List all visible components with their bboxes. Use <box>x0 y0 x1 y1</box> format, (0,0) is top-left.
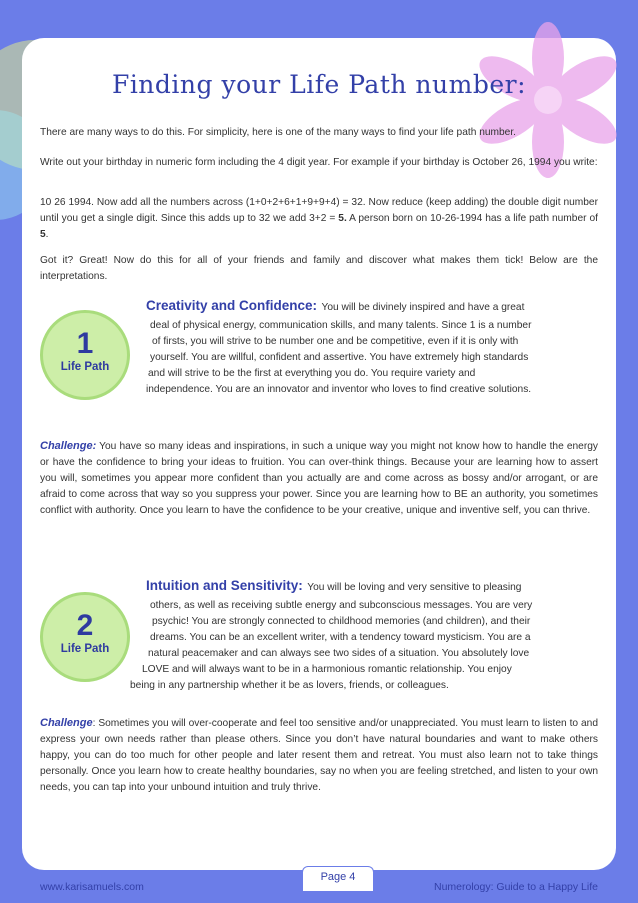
page-number: Page 4 <box>302 866 374 891</box>
section-1-heading: Creativity and Confidence: <box>146 298 318 313</box>
section-1-line: and will strive to be the first at everything you do. You require variety and <box>148 368 476 379</box>
section-1-line: deal of physical energy, communication skills, and many talents. Since 1 is a number <box>150 320 532 331</box>
intro-paragraph-2: Write out your birthday in numeric form including the 4 digit year. For example if your birthday is October 26, 1994 you write: <box>40 157 598 168</box>
footer-website: www.karisamuels.com <box>40 881 144 893</box>
challenge-1-paragraph: Challenge: You have so many ideas and inspirations, in such a unique way you might not know how to handle the energy or have the confidence to bring your ideas to fruition. You can over-think things. Because your are learning how to assert you will, sometimes you appear more confident than you actually are and come across as bossy and/or arrogant, or are afraid to come across that way so you suppress your power. Since you are learning how to BE an authority, you sometimes conflict with authority. Once you learn to have the confidence to be your creative, unique and inventive self, you can thrive. <box>40 440 598 516</box>
life-path-label: Life Path <box>60 361 110 373</box>
section-1-line: yourself. You are willful, confident and assertive. You have extremely high standards <box>150 352 529 363</box>
section-1-line: independence. You are an innovator and inventor who loves to find creative solutions. <box>146 384 532 395</box>
section-2-heading: Intuition and Sensitivity: <box>146 578 303 593</box>
section-2-line: being in any partnership whether it be as lovers, friends, or colleagues. <box>130 680 449 691</box>
footer-guide-title: Numerology: Guide to a Happy Life <box>433 881 598 893</box>
section-1-line: of firsts, you will strive to be number one and be competitive, even if it is only with <box>152 336 519 347</box>
challenge-2-paragraph: Challenge: Sometimes you will over-cooperate and feel too sensitive and/or unappreciated. You must learn to listen to and express your own needs rather than please others. Since you don’t have natural boundaries and want to make others happy, you can do too much for other people and later resent them and retreat. You must also learn not to take things personally. Once you learn how to create healthy boundaries, say no when you are feeling stretched, and listen to your own needs, you can tap into your unbound intuition and truly thrive. <box>40 717 598 793</box>
life-path-1-badge <box>40 310 130 400</box>
intro-paragraph-3: 10 26 1994. Now add all the numbers across (1+0+2+6+1+9+9+4) = 32. Now reduce (keep adding) the double digit number until you get a single digit. Since this adds up to 32 we add 3+2 = 5. A person born on 10-26-1994 has a life path number of 5. <box>40 197 598 240</box>
section-1-line: You will be divinely inspired and have a great <box>321 302 525 313</box>
life-path-number: 1 <box>76 327 94 360</box>
intro-paragraph-1: There are many ways to do this. For simplicity, here is one of the many ways to find your life path number. <box>40 127 517 138</box>
life-path-label: Life Path <box>60 643 110 655</box>
section-2-line: dreams. You can be an excellent writer, with a tendency toward mysticism. You are a <box>150 632 531 643</box>
page-title: Finding your Life Path number: <box>111 70 527 99</box>
section-2-line: others, as well as receiving subtle energy and subconscious messages. You are very <box>150 600 533 611</box>
section-2-line: You will be loving and very sensitive to pleasing <box>307 582 522 593</box>
challenge-label: Challenge <box>40 717 93 729</box>
life-path-number: 2 <box>76 609 94 642</box>
challenge-label: Challenge: <box>40 440 97 452</box>
section-1-heading-line <box>146 297 524 316</box>
section-2-heading-line <box>146 577 521 596</box>
section-2-line: LOVE and will always want to be in a harmonious romantic relationship. You enjoy <box>142 664 512 675</box>
intro-paragraph-4: Got it? Great! Now do this for all of your friends and family and discover what makes them tick! Below are the interpretations. <box>40 255 598 282</box>
life-path-2-badge <box>40 592 130 682</box>
section-2-line: psychic! You are strongly connected to childhood memories (and children), and their <box>152 616 531 627</box>
section-2-line: natural peacemaker and can always see two sides of a situation. You absolutely love <box>148 648 530 659</box>
